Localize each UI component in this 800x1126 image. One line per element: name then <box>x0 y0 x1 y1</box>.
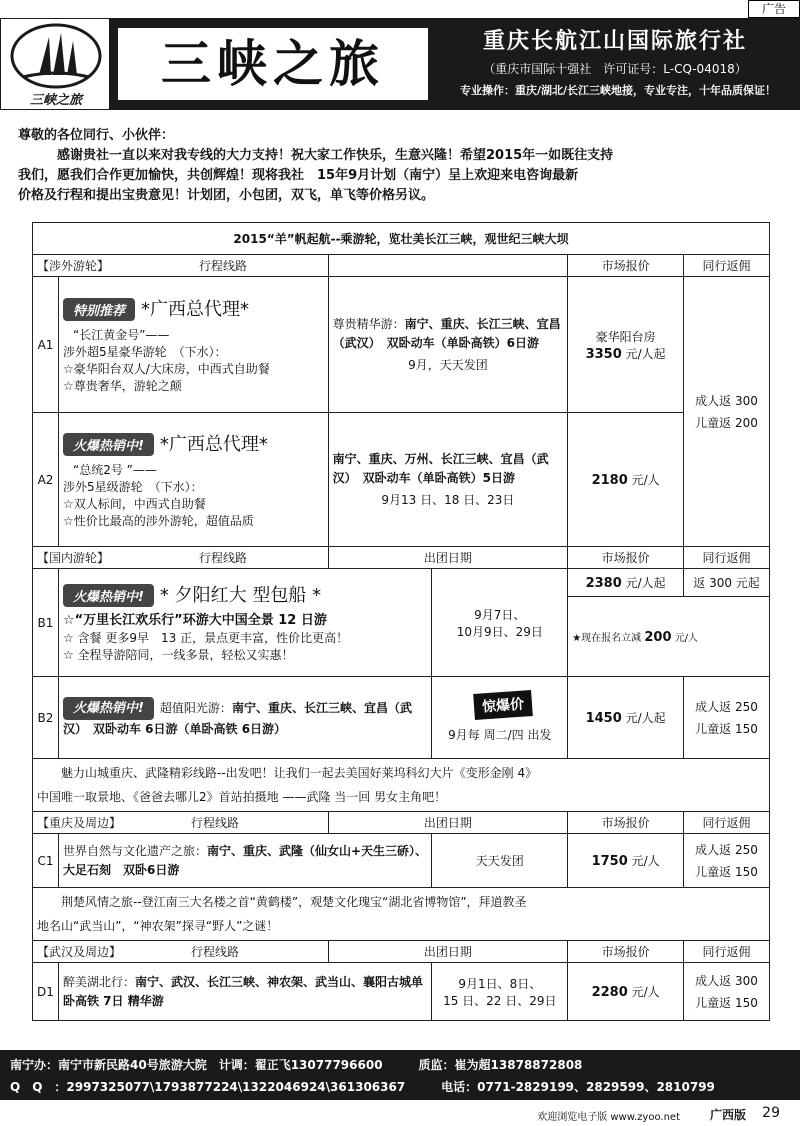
rebate-cell: 返 300 元起 <box>684 569 770 597</box>
price-value: 1750 <box>591 854 628 869</box>
brand-title: 三峡之旅 <box>161 35 385 93</box>
license-info: （重庆市国际十强社 许可证号：L-CQ-04018） <box>483 62 747 76</box>
column-header-price: 市场报价 <box>568 255 684 277</box>
ship-name: “长江黄金号”—— <box>72 327 170 342</box>
brand-box <box>118 28 428 100</box>
route-info <box>58 677 431 759</box>
rebate-cell <box>684 834 770 888</box>
agent-label: *广西总代理* <box>141 298 249 320</box>
footer-qq-phone: Q Q ：2997325077\1793877224\1322046924\361306367 电话：0771-2829199、2829599、2810799 <box>10 1080 715 1094</box>
column-header-rebate: 同行返佣 <box>684 547 770 569</box>
ship-feature: ☆性价比最高的涉外游轮，超值品质 <box>62 513 254 528</box>
route-note: ☆ 含餐 更多9早 13 正，景点更丰富，性价比更高！ <box>62 631 349 645</box>
table-row-b1 <box>33 569 770 597</box>
route-prefix: 世界自然与文化遗产之旅： <box>62 843 207 858</box>
tour-price-table <box>32 222 770 1021</box>
price-value: 2280 <box>591 985 628 1000</box>
ship-name: “总统2号 ”—— <box>72 462 157 477</box>
section-chongqing <box>33 812 329 834</box>
rebate-cell <box>684 963 770 1021</box>
section-foreign-cruise <box>33 255 329 277</box>
charter-title: * 夕阳红大 型包船 * <box>159 585 322 606</box>
schedule-text: 9月13 日、18 日、23日 <box>381 493 515 507</box>
rebate-adult: 成人返 300 <box>695 973 758 988</box>
column-header-route: 行程线路 <box>191 816 240 830</box>
discount-cell <box>568 597 770 677</box>
ad-label: 广告 <box>748 0 800 18</box>
price-cell <box>568 834 684 888</box>
date-text: 9月7日、 <box>474 607 526 622</box>
intro-line: 我们，愿我们合作更加愉快，共创辉煌！现将我社 15年9月计划（南宁）呈上欢迎来电咨询最新 <box>18 168 579 183</box>
column-header-date: 出团日期 <box>328 941 568 963</box>
rebate-child: 儿童返 150 <box>695 721 758 736</box>
promo-banner: 特别推荐 <box>63 298 135 321</box>
section-domestic-cruise <box>33 547 329 569</box>
route-text: 南宁、重庆、万州、长江三峡、宜昌（武汉） 双卧动车（单卧高铁）5日游 <box>332 452 549 485</box>
promo-line: 魅力山城重庆、武隆精彩线路--出发吧！让我们一起去美国好莱坞科幻大片《变形金刚 4》 <box>61 766 538 780</box>
intro-line: 价格及行程和提出宝贵意见！计划团，小包团，双飞，单飞等价格另议。 <box>18 188 435 203</box>
column-header-route: 行程线路 <box>199 259 248 273</box>
route-prefix: 醉美湖北行： <box>62 974 135 989</box>
ship-feature: ☆尊贵奢华，游轮之颠 <box>62 378 182 393</box>
price-cell <box>568 569 684 597</box>
row-code: B1 <box>33 569 59 677</box>
route-prefix: 超值阳光游： <box>159 700 232 715</box>
price-cell <box>568 963 684 1021</box>
promo-line: 荆楚风情之旅--登江南三大名楼之首“黄鹤楼”，观楚文化瑰宝“湖北省博物馆”，拜道教圣 <box>61 895 527 909</box>
route-text: ☆“万里长江欢乐行”环游大中国全景 12 日游 <box>62 613 327 628</box>
rebate-cell <box>684 677 770 759</box>
header-banner <box>0 18 800 110</box>
route-info <box>58 963 431 1021</box>
route-info <box>58 834 431 888</box>
column-header-rebate: 同行返佣 <box>684 255 770 277</box>
route-info <box>328 277 568 413</box>
column-header-route: 行程线路 <box>191 945 240 959</box>
logo-caption: 三峡之旅 <box>29 93 82 108</box>
route-text: 南宁、重庆、长江三峡、宜昌（武汉） 双卧动车（单卧高铁）6日游 <box>332 317 561 350</box>
promo-chongqing <box>33 759 770 812</box>
ship-info <box>58 413 328 547</box>
route-info <box>58 569 431 677</box>
rebate-adult: 成人返 250 <box>695 842 758 857</box>
price-cell <box>568 277 684 413</box>
price-cell <box>568 677 684 759</box>
promo-line: 中国唯一取景地、《爸爸去哪儿2》首站拍摄地 ——武隆 当一回 男女主角吧！ <box>37 790 447 804</box>
promo-hubei <box>33 888 770 941</box>
deal-burst: 惊爆价 <box>473 690 533 720</box>
ship-class: 涉外超5星豪华游轮 （下水）： <box>62 344 227 359</box>
route-text: 南宁、重庆、长江三峡、宜昌（武汉） 双卧动车 6日游（单卧高铁 6日游） <box>62 700 412 736</box>
date-text: 10月9日、29日 <box>456 624 543 639</box>
table-row-a2 <box>33 413 770 547</box>
column-header-price: 市场报价 <box>568 812 684 834</box>
route-prefix: 尊贵精华游： <box>332 317 405 331</box>
footer-contact <box>0 1050 800 1100</box>
ship-class: 涉外5星级游轮 （下水）： <box>62 479 203 494</box>
promo-banner: 火爆热销中! <box>63 697 154 720</box>
rebate-child: 儿童返 150 <box>695 995 758 1010</box>
price-label: 豪华阳台房 <box>595 329 656 344</box>
date-cell <box>432 569 568 677</box>
row-code: A1 <box>33 277 59 413</box>
date-cell: 天天发团 <box>432 834 568 888</box>
price-unit: 元/人 <box>631 473 660 487</box>
table-row-a1 <box>33 277 770 413</box>
price-value: 2180 <box>591 473 628 488</box>
route-text: 南宁、重庆、武隆（仙女山+天生三硚）、大足石刻 双卧6日游 <box>62 843 428 877</box>
route-note: ☆ 全程导游陪同，一线多景，轻松又实惠！ <box>62 648 294 662</box>
agent-label: *广西总代理* <box>159 433 268 455</box>
date-text: 15 日、22 日、29日 <box>443 993 557 1008</box>
column-header-date: 出团日期 <box>328 547 568 569</box>
date-cell <box>432 963 568 1021</box>
date-text: 9月每 周二/四 出发 <box>448 728 552 742</box>
row-code: C1 <box>33 834 59 888</box>
sail-logo-icon <box>9 23 103 89</box>
site-link[interactable]: 欢迎浏览电子版 www.zyoo.net <box>537 1112 680 1123</box>
table-row-d1 <box>33 963 770 1021</box>
row-code: A2 <box>33 413 59 547</box>
section-label: 【武汉及周边】 <box>37 945 122 959</box>
rebate-cell <box>684 277 770 547</box>
section-label: 【涉外游轮】 <box>37 259 110 273</box>
rebate-child: 儿童返 200 <box>695 415 758 430</box>
route-info <box>328 413 568 547</box>
intro-greeting: 尊敬的各位同行、小伙伴： <box>18 128 175 143</box>
price-value: 1450 <box>585 711 622 726</box>
column-header-rebate: 同行返佣 <box>684 941 770 963</box>
table-row-b2 <box>33 677 770 759</box>
date-text: 9月1日、8日、 <box>458 976 542 991</box>
table-row-c1 <box>33 834 770 888</box>
schedule-text: 9月，天天发团 <box>408 358 488 372</box>
price-unit: 元/人 <box>631 854 660 868</box>
rebate-adult: 成人返 300 <box>695 393 758 408</box>
ship-info <box>58 277 328 413</box>
company-name: 重庆长航江山国际旅行社 <box>482 29 747 54</box>
price-unit: 元/人起 <box>625 711 666 725</box>
column-header-rebate: 同行返佣 <box>684 812 770 834</box>
ship-feature: ☆豪华阳台双人/大床房，中西式自助餐 <box>62 361 270 376</box>
section-label: 【国内游轮】 <box>37 551 110 565</box>
page-footer <box>0 1100 800 1126</box>
row-code: B2 <box>33 677 59 759</box>
rebate-child: 儿童返 150 <box>695 864 758 879</box>
price-value: 3350 <box>585 346 622 362</box>
table-title: 2015“羊”帆起航--乘游轮，览壮美长江三峡，观世纪三峡大坝 <box>33 223 770 255</box>
column-header-route: 行程线路 <box>199 551 248 565</box>
discount-unit: 元/人 <box>674 632 699 644</box>
price-cell <box>568 413 684 547</box>
price-unit: 元/人 <box>631 985 660 999</box>
promo-banner: 火爆热销中! <box>63 584 154 607</box>
column-header-price: 市场报价 <box>568 941 684 963</box>
edition-label: 广西版 <box>709 1108 746 1122</box>
promo-banner: 火爆热销中! <box>63 433 154 456</box>
ship-feature: ☆双人标间，中西式自助餐 <box>62 496 206 511</box>
price-unit: 元/人起 <box>625 576 666 590</box>
date-cell <box>432 677 568 759</box>
price-value: 2380 <box>585 576 622 591</box>
promo-line: 地名山“武当山”，“神农架”探寻“野人”之谜！ <box>37 919 279 933</box>
page-number: 29 <box>762 1105 780 1121</box>
specialty-tagline: 专业操作：重庆/湖北/长江三峡地接，专业专注，十年品质保证！ <box>459 84 777 97</box>
rebate-adult: 成人返 250 <box>695 699 758 714</box>
footer-office: 南宁办：南宁市新民路40号旅游大院 计调：翟正飞13077796600 质监：崔为超13878872808 <box>10 1058 583 1072</box>
column-header-price: 市场报价 <box>568 547 684 569</box>
intro-line: 感谢贵社一直以来对我专线的大力支持！祝大家工作快乐，生意兴隆！希望2015年一如既往支持 <box>18 148 614 163</box>
discount-value: 200 <box>644 629 672 645</box>
row-code: D1 <box>33 963 59 1021</box>
section-wuhan <box>33 941 329 963</box>
logo <box>0 18 110 110</box>
column-header-date: 出团日期 <box>328 812 568 834</box>
discount-prefix: ★现在报名立减 <box>572 632 642 644</box>
price-unit: 元/人起 <box>625 346 666 361</box>
route-text: 南宁、武汉、长江三峡、神农架、武当山、襄阳古城单卧高铁 7日 精华游 <box>62 974 424 1008</box>
section-label: 【重庆及周边】 <box>37 816 122 830</box>
